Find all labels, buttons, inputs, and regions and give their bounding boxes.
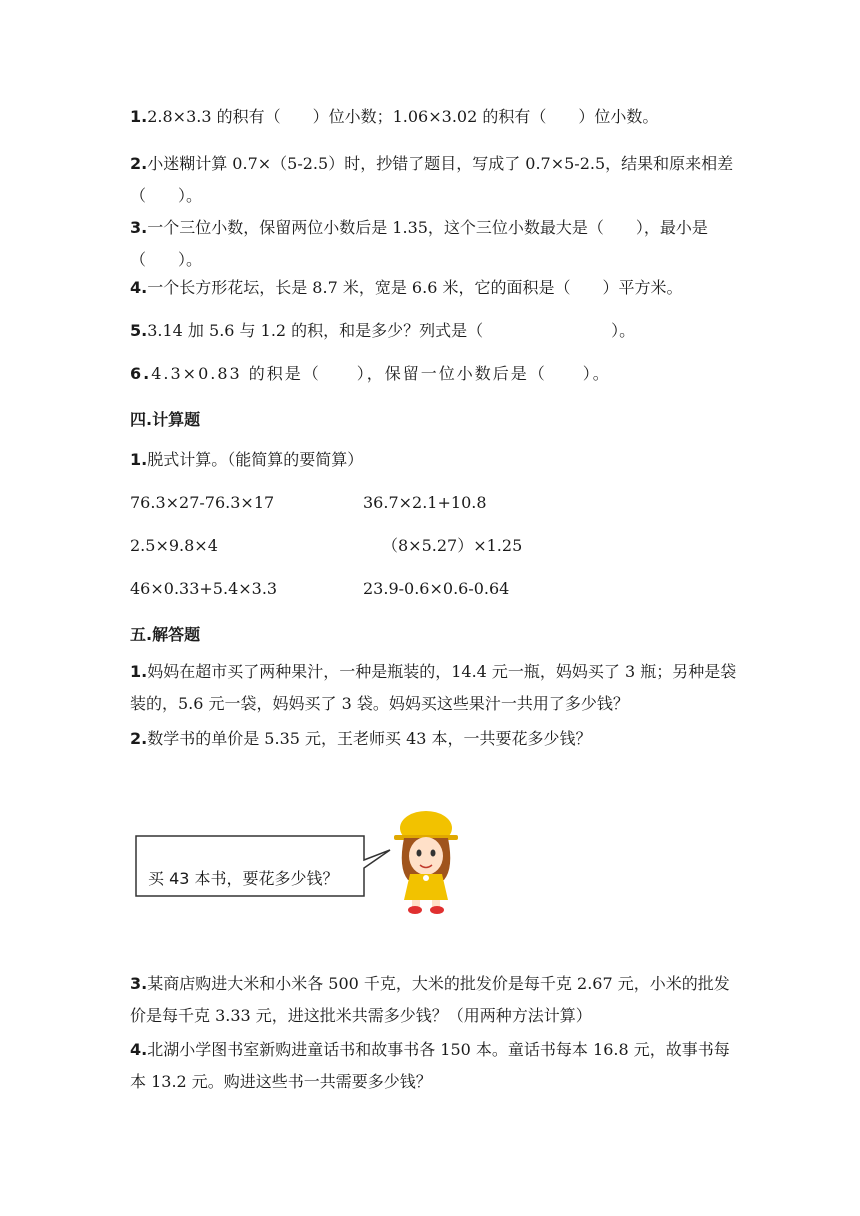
section-heading-word-problems: 五.解答题 — [130, 625, 201, 644]
calc-expression: 46×0.33+5.4×3.3 — [130, 579, 278, 598]
word-problem-4: 4.北湖小学图书室新购进童话书和故事书各 150 本。童话书每本 16.8 元，故事书每本 13.2 元。购进这些书一共需要多少钱？ — [130, 1040, 730, 1091]
word-problem-3: 3.某商店购进大米和小米各 500 千克，大米的批发价是每千克 2.67 元，小米的批发价是每千克 3.33 元，进这批米共需多少钱？（用两种方法计算） — [130, 974, 730, 1025]
fill-question-6: 6.4.3×0.83 的积是（ ），保留一位小数后是（ ）。 — [130, 364, 611, 383]
section-heading-calculation: 四.计算题 — [130, 410, 201, 429]
fill-question-3: 3.一个三位小数，保留两位小数后是 1.35，这个三位小数最大是（ ），最小是（ ）。 — [130, 218, 708, 269]
fill-question-1: 1.2.8×3.3 的积有（ ）位小数；1.06×3.02 的积有（ ）位小数。 — [130, 107, 659, 126]
calc-expression: 2.5×9.8×4 — [130, 536, 218, 555]
fill-question-2: 2.小迷糊计算 0.7×（5-2.5）时，抄错了题目，写成了 0.7×5-2.5，结果和原来相差（ ）。 — [130, 154, 734, 205]
girl-icon — [394, 811, 458, 914]
word-problem-2: 2.数学书的单价是 5.35 元，王老师买 43 本，一共要花多少钱？ — [130, 729, 592, 748]
calc-expression: 76.3×27-76.3×17 — [130, 493, 275, 512]
speech-bubble-text: 买 43 本书，要花多少钱？ — [148, 869, 339, 888]
girl-speech-illustration — [132, 808, 472, 918]
calc-expression: （8×5.27）×1.25 — [382, 536, 523, 555]
calc-instruction: 1.脱式计算。（能简算的要简算） — [130, 450, 364, 469]
calc-expression: 23.9-0.6×0.6-0.64 — [363, 579, 510, 598]
fill-question-4: 4.一个长方形花坛，长是 8.7 米，宽是 6.6 米，它的面积是（ ）平方米。 — [130, 278, 683, 297]
fill-question-5: 5.3.14 加 5.6 与 1.2 的积，和是多少？列式是（ ）。 — [130, 321, 636, 340]
word-problem-1: 1.妈妈在超市买了两种果汁，一种是瓶装的，14.4 元一瓶，妈妈买了 3 瓶；另种是袋装的，5.6 元一袋，妈妈买了 3 袋。妈妈买这些果汁一共用了多少钱？ — [130, 662, 737, 713]
calc-expression: 36.7×2.1+10.8 — [363, 493, 487, 512]
